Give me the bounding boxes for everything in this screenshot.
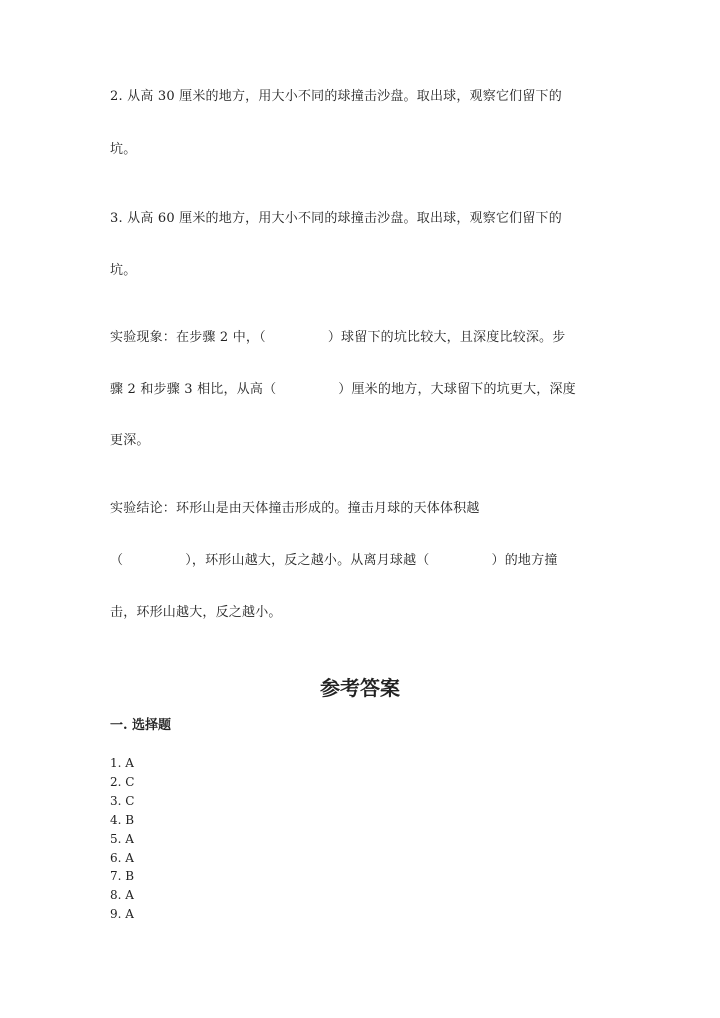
- answer-item: 2. C: [110, 774, 135, 789]
- phenomenon-line1: [110, 330, 565, 346]
- section-heading: 一. 选择题: [110, 718, 172, 733]
- step3-line1: 3. 从高 60 厘米的地方，用大小不同的球撞击沙盘。取出球，观察它们留下的: [110, 211, 562, 226]
- step2-line1: 2. 从高 30 厘米的地方，用大小不同的球撞击沙盘。取出球，观察它们留下的: [110, 89, 562, 104]
- conclusion-text-d: ）的地方撞: [491, 553, 558, 568]
- answer-item: 8. A: [110, 888, 134, 903]
- answer-list: [110, 754, 134, 924]
- answer-item: 7. B: [110, 869, 135, 884]
- conclusion-line1: 实验结论：环形山是由天体撞击形成的。撞击月球的天体体积越: [110, 501, 480, 516]
- conclusion-text-c: ），环形山越大，反之越小。从离月球越（: [185, 553, 430, 568]
- answer-item: 9. A: [110, 907, 134, 922]
- answer-item: 5. A: [110, 831, 134, 846]
- conclusion-line3: 击，环形山越大，反之越小。: [110, 605, 282, 620]
- phenomenon-text-c: 骤 2 和步骤 3 相比，从高（: [110, 382, 277, 397]
- step3-line2: 坑。: [110, 263, 137, 278]
- answer-item: 6. A: [110, 850, 134, 865]
- phenomenon-text-d: ）厘米的地方，大球留下的坑更大，深度: [338, 382, 576, 397]
- phenomenon-text-a: 实验现象：在步骤 2 中，（: [110, 330, 266, 345]
- answer-item: 4. B: [110, 812, 135, 827]
- answer-item: 3. C: [110, 793, 135, 808]
- conclusion-line2: [110, 553, 558, 569]
- phenomenon-text-b: ）球留下的坑比较大，且深度比较深。步: [327, 330, 566, 345]
- answer-item: 1. A: [110, 756, 134, 770]
- step2-line2: 坑。: [110, 142, 137, 157]
- conclusion-text-b: （: [110, 553, 124, 568]
- phenomenon-line3: 更深。: [110, 433, 150, 448]
- answer-key-title: 参考答案: [320, 676, 400, 700]
- phenomenon-line2: [110, 382, 576, 398]
